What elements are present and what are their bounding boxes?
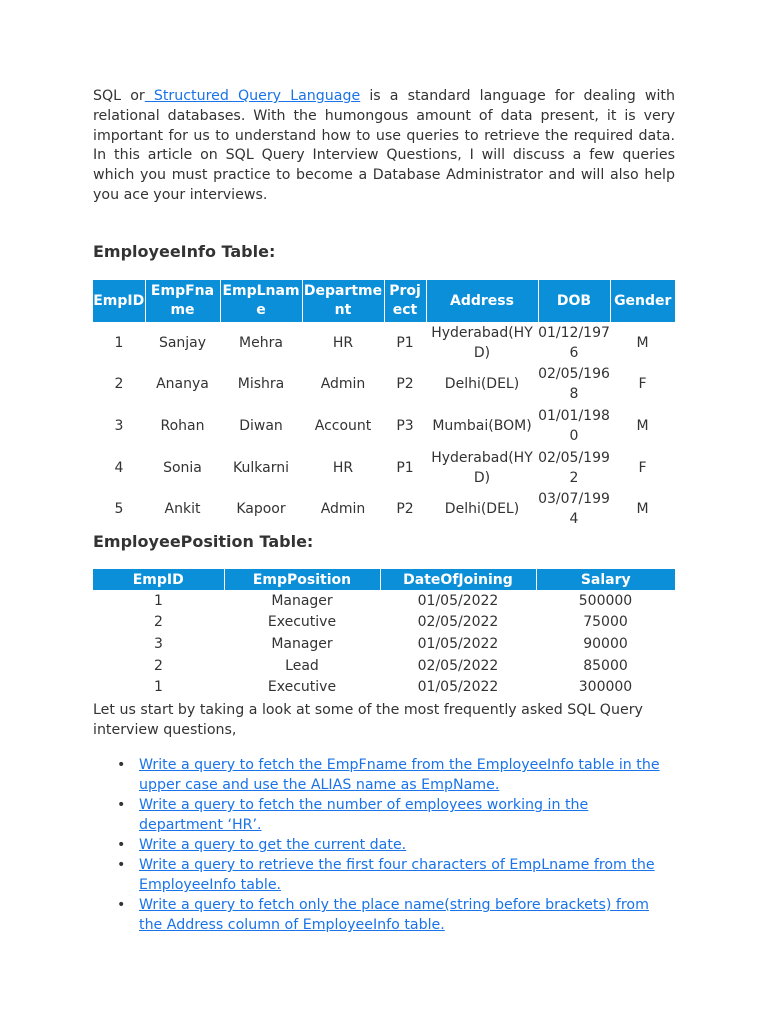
table-cell: F (638, 459, 647, 476)
table-cell: Sanjay (158, 334, 207, 351)
question-link[interactable]: Write a query to fetch the EmpFname from the EmployeeInfo table in the upper case and use the ALIAS name as EmpName. (139, 757, 660, 793)
table-row (93, 405, 675, 447)
table-cell: Kapoor (236, 501, 286, 518)
table-row (93, 488, 675, 530)
table-cell: 85000 (583, 657, 628, 674)
table-cell: 03/07/1994 (538, 491, 610, 528)
table-cell: HR (332, 334, 354, 351)
header-cell: Gender (610, 280, 675, 322)
table-cell: 3 (154, 635, 163, 652)
table-cell: 01/05/2022 (417, 592, 499, 609)
questions-list (93, 755, 675, 935)
bullet-icon: • (117, 797, 126, 813)
table-cell: Rohan (160, 417, 205, 434)
table-cell: Ankit (164, 501, 201, 518)
table-cell: 300000 (578, 679, 633, 696)
table-cell: 01/05/2022 (417, 635, 499, 652)
intro-text-rest: is a standard language for dealing with relational databases. With the humongous amount of data present, it is very important for us to understand how to use queries to retrieve the required data. In this article on SQL Query Interview Questions, I will discuss a few queries which you must practice to become a Database Administrator and will also help you ace your interviews. (93, 88, 675, 203)
bullet-icon: • (117, 857, 126, 873)
table-cell: 01/01/1980 (538, 407, 610, 444)
header-cell: EmpFname (145, 280, 220, 322)
table-cell: Sonia (163, 459, 202, 476)
header-cell: Salary (536, 569, 675, 590)
list-item (117, 835, 675, 855)
table-cell: 2 (114, 376, 124, 393)
table-cell: 1 (114, 334, 124, 351)
table-row (93, 612, 675, 634)
table-cell: 1 (154, 679, 163, 696)
questions-intro-text: Let us start by taking a look at some of the most frequently asked SQL Query interview questions, (93, 702, 643, 738)
table-cell: HR (332, 459, 354, 476)
structured-query-language-link[interactable]: Structured Query Language (144, 88, 361, 104)
table-cell: 3 (114, 417, 124, 434)
table-cell: Mishra (237, 376, 285, 393)
header-cell: EmpLname (220, 280, 302, 322)
table-row (93, 655, 675, 677)
intro-text-start: SQL or (93, 88, 145, 104)
question-link[interactable]: Write a query to fetch only the place name(string before brackets) from the Address column of EmployeeInfo table. (139, 897, 649, 933)
employee-position-header-row (93, 569, 675, 590)
table-cell: Hyderabad(HYD) (431, 449, 533, 486)
table-cell: Hyderabad(HYD) (431, 324, 533, 361)
table-cell: Account (314, 417, 372, 434)
employee-info-table (93, 280, 675, 530)
table-cell: P2 (396, 501, 414, 518)
table-cell: Executive (267, 614, 337, 631)
table-row (93, 364, 675, 406)
table-cell: 01/12/1976 (538, 324, 610, 361)
employee-position-table (93, 569, 675, 698)
header-cell: EmpID (93, 569, 224, 590)
header-cell: EmpPosition (224, 569, 380, 590)
header-cell: DateOfJoining (380, 569, 536, 590)
table-cell: 500000 (578, 592, 633, 609)
bullet-icon: • (117, 757, 126, 773)
employee-info-heading: EmployeeInfo Table: (93, 242, 276, 261)
table-cell: 75000 (583, 614, 628, 631)
bullet-icon: • (117, 837, 126, 853)
table-cell: 02/05/1968 (538, 366, 610, 403)
table-cell: 02/05/2022 (417, 657, 499, 674)
table-row (93, 322, 675, 364)
table-cell: P3 (396, 417, 414, 434)
list-item (117, 795, 675, 835)
table-cell: 2 (154, 657, 163, 674)
employee-position-heading: EmployeePosition Table: (93, 532, 314, 551)
table-cell: Manager (271, 635, 333, 652)
table-cell: Admin (320, 376, 366, 393)
table-cell: Kulkarni (233, 459, 289, 476)
header-cell: Project (384, 280, 426, 322)
table-row (93, 676, 675, 698)
table-cell: P1 (396, 459, 414, 476)
table-cell: Mumbai(BOM) (432, 417, 532, 434)
table-cell: P1 (396, 334, 414, 351)
table-cell: Diwan (239, 417, 283, 434)
header-cell: Address (426, 280, 538, 322)
table-cell: 02/05/1992 (538, 449, 610, 486)
table-cell: Ananya (156, 376, 209, 393)
table-cell: 90000 (583, 635, 628, 652)
table-cell: M (636, 501, 649, 518)
table-cell: 2 (154, 614, 163, 631)
table-cell: Manager (271, 592, 333, 609)
table-cell: M (636, 417, 649, 434)
list-item (117, 755, 675, 795)
table-cell: 01/05/2022 (417, 679, 499, 696)
question-link[interactable]: Write a query to retrieve the first four characters of EmpLname from the EmployeeInfo table. (139, 857, 655, 893)
table-cell: 5 (114, 501, 124, 518)
table-cell: Mehra (239, 334, 283, 351)
table-cell: M (636, 334, 649, 351)
intro-paragraph (93, 87, 675, 206)
table-row (93, 590, 675, 612)
list-item (117, 895, 675, 935)
table-cell: Admin (320, 501, 366, 518)
table-cell: Lead (285, 657, 319, 674)
employee-info-header-row (93, 280, 675, 322)
table-row (93, 447, 675, 489)
table-cell: Delhi(DEL) (444, 376, 520, 393)
table-cell: 02/05/2022 (417, 614, 499, 631)
question-link[interactable]: Write a query to fetch the number of employees working in the department ‘HR’. (139, 797, 589, 833)
table-cell: 4 (114, 459, 124, 476)
header-cell: DOB (538, 280, 610, 322)
question-link[interactable]: Write a query to get the current date. (139, 837, 407, 853)
table-cell: P2 (396, 376, 414, 393)
table-cell: F (638, 376, 647, 393)
bullet-icon: • (117, 897, 126, 913)
document-page (93, 87, 675, 933)
table-row (93, 633, 675, 655)
list-item (117, 855, 675, 895)
header-cell: EmpID (93, 280, 145, 322)
header-cell: Department (302, 280, 384, 322)
table-cell: Executive (267, 679, 337, 696)
table-cell: 1 (154, 592, 163, 609)
table-cell: Delhi(DEL) (444, 501, 520, 518)
